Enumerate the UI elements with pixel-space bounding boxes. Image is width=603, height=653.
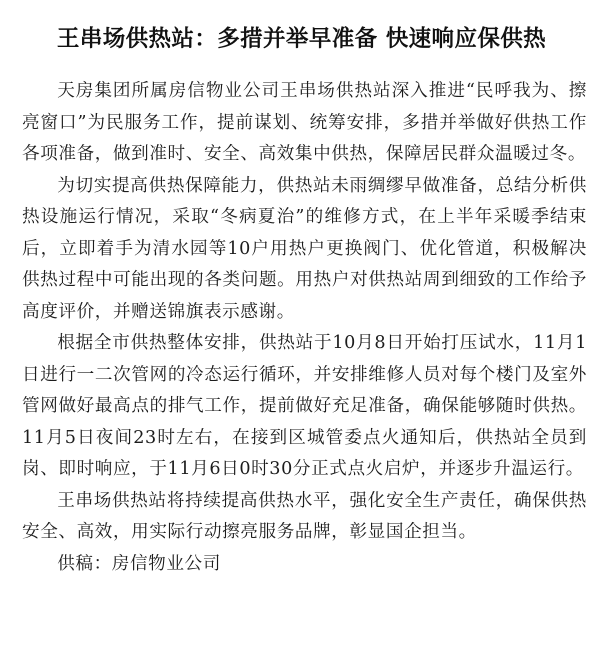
article-title: 王串场供热站：多措并举早准备 快速响应保供热 bbox=[56, 26, 547, 53]
article-paragraph-preparation: 为切实提高供热保障能力，供热站未雨绸缪早做准备，总结分析供热设施运行情况，采取“冬病夏治”的维修方式，在上半年采暖季结束后，立即着手为清水园等10户用热户更换阀门、优化管道，积极解决供热过程中可能出现的各类问题。用热户对供热站周到细致的工作给予高度评价，并赠送锦旗表示感谢。 bbox=[22, 175, 587, 322]
article-body bbox=[22, 76, 587, 580]
article-paragraph-intro: 天房集团所属房信物业公司王串场供热站深入推进“民呼我为、擦亮窗口”为民服务工作，提前谋划、统筹安排，多措并举做好供热工作各项准备，做到准时、安全、高效集中供热，保障居民群众温暖过冬。 bbox=[22, 81, 587, 164]
article-paragraph-schedule: 根据全市供热整体安排，供热站于10月8日开始打压试水，11月1日进行一二次管网的冷态运行循环，并安排维修人员对每个楼门及室外管网做好最高点的排气工作，提前做好充足准备，确保能够随时供热。11月5日夜间23时左右，在接到区城管委点火通知后，供热站全员到岗、即时响应，于11月6日0时30分正式点火启炉，并逐步升温运行。 bbox=[22, 333, 587, 479]
article-paragraph-conclusion: 王串场供热站将持续提高供热水平，强化安全生产责任，确保供热安全、高效，用实际行动擦亮服务品牌，彰显国企担当。 bbox=[22, 490, 587, 542]
article-source: 供稿：房信物业公司 bbox=[57, 553, 221, 574]
